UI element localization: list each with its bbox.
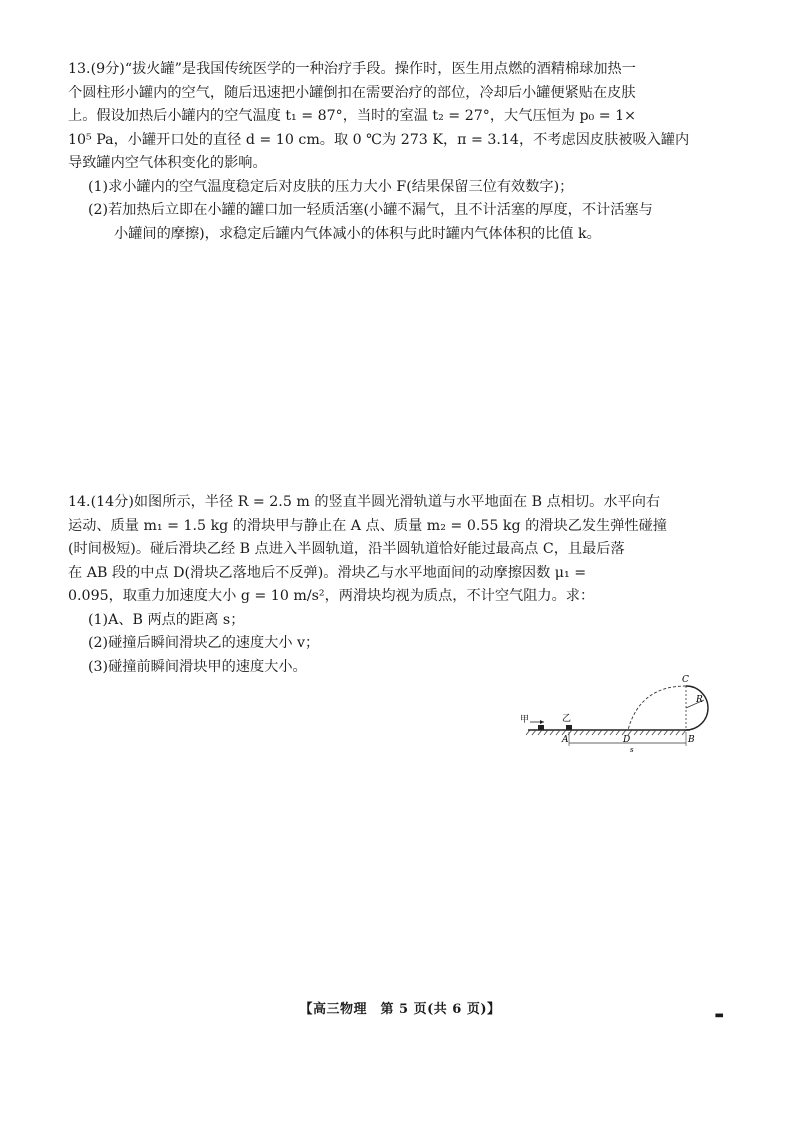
q14-line-4: 在 AB 段的中点 D(滑块乙落地后不反弹)。滑块乙与水平地面间的动摩擦因数 μ₁ = — [68, 564, 587, 581]
label-s: s — [630, 746, 634, 754]
q14-subquestion-3: (3)碰撞前瞬间滑块甲的速度大小。 — [88, 658, 307, 675]
label-yi: 乙 — [562, 714, 572, 724]
q13-line-5: 导致罐内空气体积变化的影响。 — [68, 155, 267, 171]
label-a: A — [562, 735, 569, 745]
q14-subquestion-1: (1)A、B 两点的距离 s； — [88, 611, 245, 628]
semicircle-track — [686, 686, 708, 730]
ground-hatch — [526, 730, 686, 735]
corner-mark: ▬ — [714, 1010, 724, 1021]
q13-subquestion-2-line-2: 小罐间的摩擦)，求稳定后罐内气体减小的体积与此时罐内气体体积的比值 k。 — [114, 225, 601, 242]
label-r: R — [696, 695, 703, 705]
q13-line-2: 个圆柱形小罐内的空气，随后迅速把小罐倒扣在需要治疗的部位，冷却后小罐便紧贴在皮肤 — [68, 84, 636, 101]
q13-subquestion-2-line-1: (2)若加热后立即在小罐的罐口加一轻质活塞(小罐不漏气，且不计活塞的厚度，不计活塞与 — [88, 202, 653, 218]
page-footer: 【高三物理 第 5 页(共 6 页)】 — [299, 1002, 501, 1017]
q14-line-3: (时间极短)。碰后滑块乙经 B 点进入半圆轨道，沿半圆轨道恰好能过最高点 C，且最后落 — [68, 541, 625, 557]
trajectory-curve — [628, 686, 686, 730]
q13-line-1: 13.(9分)“拔火罐”是我国传统医学的一种治疗手段。操作时，医生用点燃的酒精棉球加热一 — [68, 61, 636, 77]
q14-subquestion-2: (2)碰撞后瞬间滑块乙的速度大小 v； — [88, 635, 320, 651]
question-14 — [68, 491, 732, 679]
q13-line-4: 10⁵ Pa，小罐开口处的直径 d = 10 cm。取 0 ℃为 273 K，π = 3.14，不考虑因皮肤被吸入罐内 — [68, 131, 690, 148]
track-diagram — [520, 670, 720, 762]
q13-line-3: 上。假设加热后小罐内的空气温度 t₁ = 87°，当时的室温 t₂ = 27°，大气压恒为 p₀ = 1× — [68, 108, 637, 124]
label-b: B — [688, 735, 695, 745]
label-d: D — [623, 735, 631, 745]
q14-line-2: 运动、质量 m₁ = 1.5 kg 的滑块甲与静止在 A 点、质量 m₂ = 0.55 kg 的滑块乙发生弹性碰撞 — [68, 517, 667, 534]
label-c: C — [682, 675, 689, 685]
q14-line-1: 14.(14分)如图所示，半径 R = 2.5 m 的竖直半圆光滑轨道与水平地面在 B 点相切。水平向右 — [68, 494, 661, 510]
question-13 — [68, 58, 732, 246]
block-jia — [538, 725, 544, 730]
block-yi — [566, 725, 572, 730]
q14-line-5: 0.095，取重力加速度大小 g = 10 m/s²，两滑块均视为质点，不计空气阻力。求： — [68, 588, 595, 604]
jia-arrow-head-icon — [540, 720, 544, 724]
q13-subquestion-1: (1)求小罐内的空气温度稳定后对皮肤的压力大小 F(结果保留三位有效数字)； — [88, 178, 574, 195]
label-jia: 甲 — [520, 715, 530, 725]
